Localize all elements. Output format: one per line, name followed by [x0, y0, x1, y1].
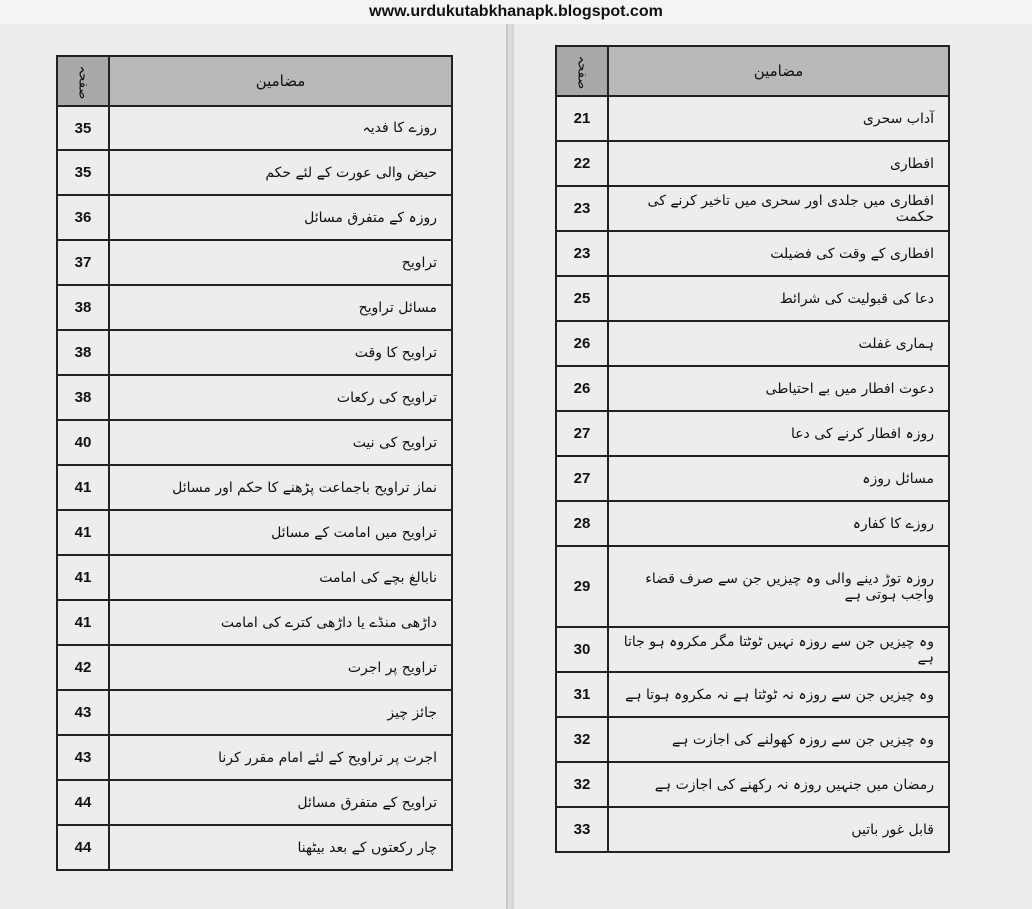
toc-row [57, 735, 452, 780]
toc-row [556, 141, 949, 186]
toc-page-number: 26 [556, 366, 608, 411]
page-column-header: صفحہ [556, 46, 608, 96]
toc-row [556, 672, 949, 717]
toc-page-number: 25 [556, 276, 608, 321]
toc-page-number: 26 [556, 321, 608, 366]
toc-row [556, 807, 949, 852]
toc-page-number: 30 [556, 627, 608, 672]
toc-row [556, 411, 949, 456]
toc-entry-title: مسائل تراویح [109, 285, 452, 330]
toc-row [556, 627, 949, 672]
toc-row [57, 510, 452, 555]
toc-entry-title: ہماری غفلت [608, 321, 949, 366]
toc-row [556, 366, 949, 411]
toc-row [556, 321, 949, 366]
toc-row [57, 825, 452, 870]
toc-entry-title: مسائل روزہ [608, 456, 949, 501]
toc-row [57, 285, 452, 330]
toc-entry-title: افطاری کے وقت کی فضیلت [608, 231, 949, 276]
toc-entry-title: قابل غور باتیں [608, 807, 949, 852]
right-toc-table [555, 45, 950, 853]
toc-entry-title: حیض والی عورت کے لئے حکم [109, 150, 452, 195]
toc-row [57, 106, 452, 150]
toc-entry-title: نابالغ بچے کی امامت [109, 555, 452, 600]
toc-entry-title: آداب سحری [608, 96, 949, 141]
toc-entry-title: جائز چیز [109, 690, 452, 735]
toc-page-number: 27 [556, 411, 608, 456]
toc-row [556, 546, 949, 627]
toc-entry-title: تراویح پر اجرت [109, 645, 452, 690]
toc-entry-title: روزے کا فدیہ [109, 106, 452, 150]
toc-page-number: 42 [57, 645, 109, 690]
toc-row [556, 231, 949, 276]
toc-row [57, 780, 452, 825]
toc-row [57, 465, 452, 510]
toc-row [556, 501, 949, 546]
title-column-header: مضامین [109, 56, 452, 106]
toc-page-number: 43 [57, 690, 109, 735]
toc-entry-title: افطاری [608, 141, 949, 186]
toc-page-number: 29 [556, 546, 608, 627]
toc-page-number: 40 [57, 420, 109, 465]
toc-row [57, 375, 452, 420]
toc-row [57, 150, 452, 195]
toc-entry-title: تراویح [109, 240, 452, 285]
toc-page-number: 33 [556, 807, 608, 852]
toc-page-number: 41 [57, 555, 109, 600]
toc-entry-title: وہ چیزیں جن سے روزہ نہیں ٹوٹتا مگر مکروہ ہو جاتا ہے [608, 627, 949, 672]
toc-page-number: 32 [556, 717, 608, 762]
toc-entry-title: دعوت افطار میں بے احتیاطی [608, 366, 949, 411]
toc-entry-title: روزہ توڑ دینے والی وہ چیزیں جن سے صرف قضاء واجب ہوتی ہے [608, 546, 949, 627]
toc-page-number: 37 [57, 240, 109, 285]
toc-row [57, 330, 452, 375]
toc-page-number: 23 [556, 231, 608, 276]
toc-page-number: 41 [57, 510, 109, 555]
toc-page-number: 41 [57, 600, 109, 645]
toc-entry-title: روزہ کے متفرق مسائل [109, 195, 452, 240]
toc-entry-title: چار رکعتوں کے بعد بیٹھنا [109, 825, 452, 870]
toc-entry-title: روزے کا کفارہ [608, 501, 949, 546]
toc-row [57, 195, 452, 240]
toc-entry-title: تراویح کی رکعات [109, 375, 452, 420]
toc-entry-title: تراویح کے متفرق مسائل [109, 780, 452, 825]
toc-page-number: 28 [556, 501, 608, 546]
book-gutter [506, 24, 514, 909]
toc-entry-title: افطاری میں جلدی اور سحری میں تاخیر کرنے کی حکمت [608, 186, 949, 231]
toc-page-number: 21 [556, 96, 608, 141]
toc-row [57, 645, 452, 690]
toc-entry-title: داڑھی منڈے یا داڑھی کترے کی امامت [109, 600, 452, 645]
toc-entry-title: وہ چیزیں جن سے روزہ نہ ٹوٹتا ہے نہ مکروہ ہوتا ہے [608, 672, 949, 717]
toc-page-number: 41 [57, 465, 109, 510]
left-toc-header [57, 56, 452, 106]
toc-row [57, 690, 452, 735]
toc-entry-title: تراویح کا وقت [109, 330, 452, 375]
toc-page-number: 43 [57, 735, 109, 780]
toc-entry-title: دعا کی قبولیت کی شرائط [608, 276, 949, 321]
toc-page-number: 23 [556, 186, 608, 231]
toc-row [556, 456, 949, 501]
toc-row [556, 276, 949, 321]
toc-row [57, 420, 452, 465]
toc-page-number: 38 [57, 375, 109, 420]
left-toc-table [56, 55, 453, 871]
toc-page-number: 38 [57, 285, 109, 330]
right-toc-header [556, 46, 949, 96]
toc-page-number: 32 [556, 762, 608, 807]
toc-page-number: 44 [57, 825, 109, 870]
toc-page-number: 35 [57, 106, 109, 150]
toc-entry-title: اجرت پر تراویح کے لئے امام مقرر کرنا [109, 735, 452, 780]
toc-page-number: 44 [57, 780, 109, 825]
toc-page-number: 22 [556, 141, 608, 186]
toc-row [57, 240, 452, 285]
toc-row [57, 555, 452, 600]
toc-row [556, 717, 949, 762]
toc-entry-title: روزہ افطار کرنے کی دعا [608, 411, 949, 456]
toc-entry-title: تراویح کی نیت [109, 420, 452, 465]
title-column-header: مضامین [608, 46, 949, 96]
toc-page-number: 27 [556, 456, 608, 501]
toc-row [57, 600, 452, 645]
page-column-header: صفحہ [57, 56, 109, 106]
toc-page-number: 35 [57, 150, 109, 195]
toc-row [556, 762, 949, 807]
toc-page-number: 31 [556, 672, 608, 717]
toc-row [556, 186, 949, 231]
toc-row [556, 96, 949, 141]
website-url: www.urdukutabkhanapk.blogspot.com [369, 3, 663, 20]
toc-page-number: 38 [57, 330, 109, 375]
toc-entry-title: وہ چیزیں جن سے روزہ کھولنے کی اجازت ہے [608, 717, 949, 762]
toc-entry-title: تراویح میں امامت کے مسائل [109, 510, 452, 555]
toc-page-number: 36 [57, 195, 109, 240]
toc-entry-title: رمضان میں جنہیں روزہ نہ رکھنے کی اجازت ہے [608, 762, 949, 807]
toc-entry-title: نماز تراویح باجماعت پڑھنے کا حکم اور مسائل [109, 465, 452, 510]
